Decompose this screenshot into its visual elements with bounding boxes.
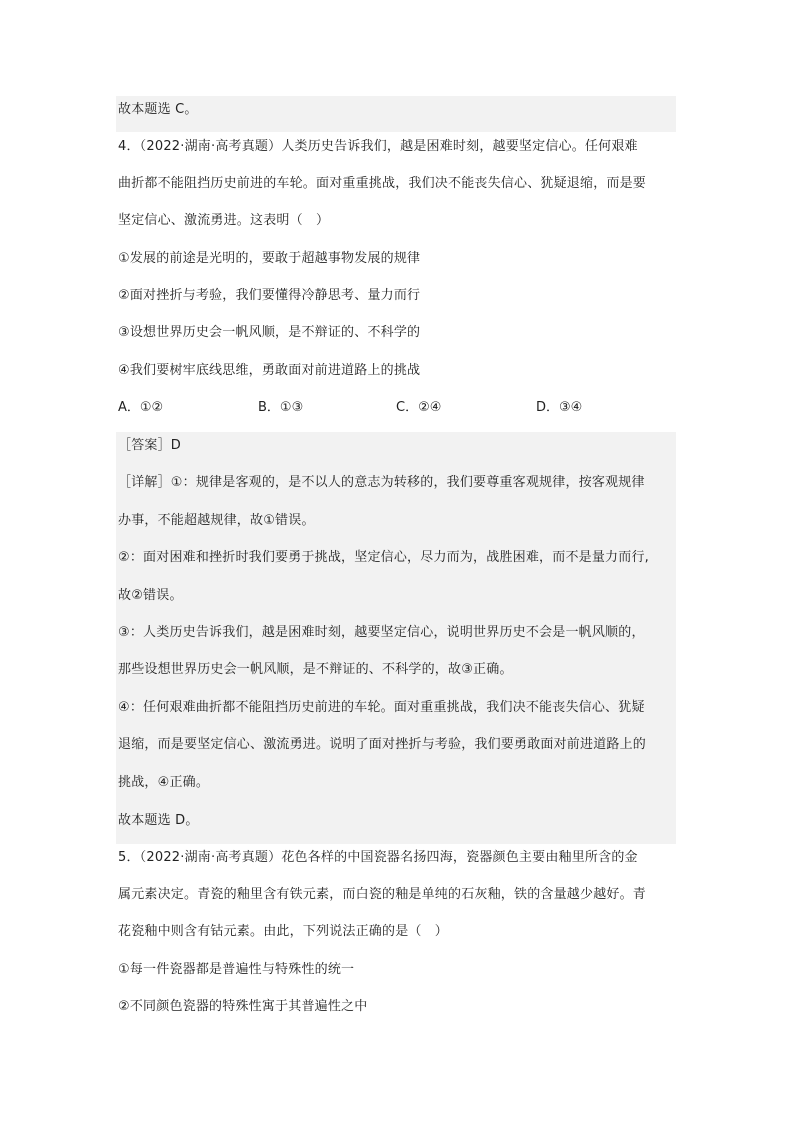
q4-detail-line-3: ②：面对困难和挫折时我们要勇于挑战，坚定信心，尽力而为，战胜困难，而不是量力而行, [118, 550, 649, 565]
q4-detail-line-7: ④：任何艰难曲折都不能阻挡历史前进的车轮。面对重重挑战，我们决不能丧失信心、犹疑 [118, 700, 645, 715]
answer-block-background-top [116, 96, 676, 132]
q5-statement-2: ②不同颜色瓷器的特殊性寓于其普遍性之中 [118, 999, 368, 1014]
q4-statement-4: ④我们要树牢底线思维，勇敢面对前进道路上的挑战 [118, 363, 421, 378]
q4-option-c: C．②④ [396, 400, 442, 415]
q4-detail-line-2: 办事，不能超越规律，故①错误。 [118, 513, 315, 528]
q4-option-d: D．③④ [536, 400, 583, 415]
q4-detail-line-6: 那些设想世界历史会一帆风顺，是不辩证的、不科学的，故③正确。 [118, 662, 513, 677]
q5-stem-line-2: 属元素决定。青瓷的釉里含有铁元素，而白瓷的釉是单纯的石灰釉，铁的含量越少越好。青 [118, 887, 647, 902]
q4-statement-2: ②面对挫折与考验，我们要懂得冷静思考、量力而行 [118, 288, 421, 303]
q4-detail-line-4: 故②错误。 [118, 588, 183, 603]
q4-answer: ［答案］D [118, 438, 182, 453]
q4-stem-line-2: 曲折都不能阻挡历史前进的车轮。面对重重挑战，我们决不能丧失信心、犹疑退缩，而是要 [118, 176, 647, 191]
q4-option-a: A．①② [118, 400, 164, 415]
q4-stem-line-3: 坚定信心、激流勇进。这表明（ ） [118, 213, 330, 228]
q5-stem-line-1: 5．（2022·湖南·高考真题）花色各样的中国瓷器名扬四海，瓷器颜色主要由釉里所含的金 [118, 850, 638, 865]
q4-detail-line-1: ［详解］①：规律是客观的，是不以人的意志为转移的，我们要尊重客观规律，按客观规律 [118, 475, 645, 490]
q4-conclusion: 故本题选 D。 [118, 813, 199, 828]
q4-statement-1: ①发展的前途是光明的，要敢于超越事物发展的规律 [118, 251, 421, 266]
q5-statement-1: ①每一件瓷器都是普遍性与特殊性的统一 [118, 962, 355, 977]
q4-option-b: B．①③ [258, 400, 304, 415]
conclusion-text: 故本题选 C。 [118, 102, 198, 117]
q4-detail-line-9: 挑战，④正确。 [118, 775, 210, 790]
q4-detail-line-8: 退缩，而是要坚定信心、激流勇进。说明了面对挫折与考验，我们要勇敢面对前进道路上的 [118, 737, 647, 752]
q4-statement-3: ③设想世界历史会一帆风顺，是不辩证的、不科学的 [118, 325, 421, 340]
q5-stem-line-3: 花瓷釉中则含有钴元素。由此，下列说法正确的是（ ） [118, 924, 449, 939]
q4-stem-line-1: 4．（2022·湖南·高考真题）人类历史告诉我们，越是困难时刻，越要坚定信心。任何艰难 [118, 139, 638, 154]
q4-detail-line-5: ③：人类历史告诉我们，越是困难时刻，越要坚定信心，说明世界历史不会是一帆风顺的， [118, 625, 645, 640]
